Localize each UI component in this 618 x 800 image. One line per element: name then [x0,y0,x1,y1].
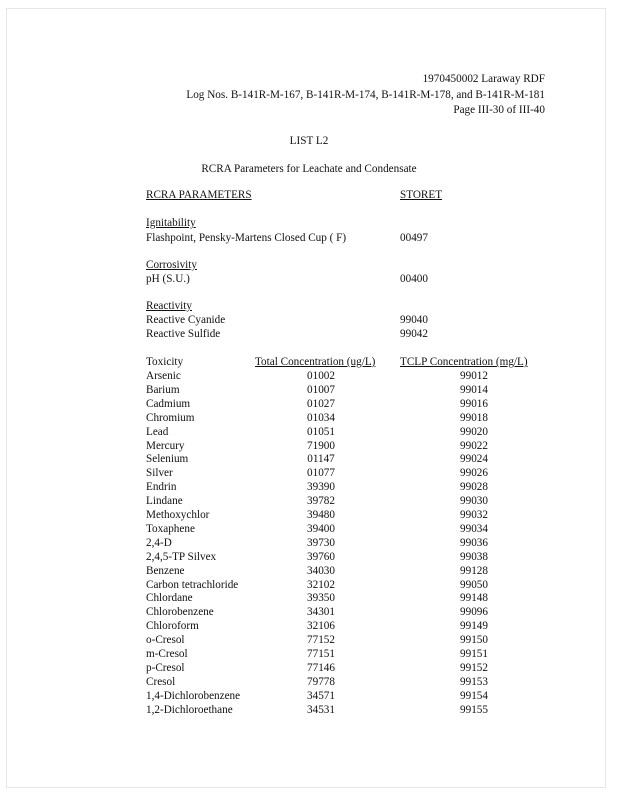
analyte-name: Chloroform [146,620,199,633]
column-header-total-concentration: Total Concentration (ug/L) [255,356,376,368]
table-row [0,385,618,399]
column-header-tclp-concentration: TCLP Concentration (mg/L) [400,356,528,368]
table-row [0,691,618,705]
column-header-storet: STORET [400,189,443,201]
param-name: Flashpoint, Pensky-Martens Closed Cup ( F) [146,232,347,244]
param-name: Reactive Sulfide [146,328,221,340]
analyte-name: Cadmium [146,397,191,410]
analyte-name: 2,4-D [146,536,172,549]
table-row [0,580,618,594]
total-concentration-storet: 01051 [307,425,335,438]
analyte-name: Chromium [146,411,195,424]
total-concentration-storet: 77146 [307,661,335,674]
analyte-name: 2,4,5-TP Silvex [146,550,217,563]
tclp-concentration-storet: 99012 [460,370,488,382]
analyte-name: Arsenic [146,370,181,382]
total-concentration-storet: 39400 [307,522,335,535]
table-row [0,607,618,621]
section-heading-corrosivity: Corrosivity [146,259,197,271]
tclp-concentration-storet: 99150 [460,634,488,647]
header-page-number: Page III-30 of III-40 [453,104,545,116]
tclp-concentration-storet: 99036 [460,536,488,549]
tclp-concentration-storet: 99050 [460,578,488,591]
total-concentration-storet: 32106 [307,620,335,633]
tclp-concentration-storet: 99018 [460,411,488,424]
table-row [0,496,618,510]
tclp-concentration-storet: 99154 [460,689,488,702]
total-concentration-storet: 77151 [307,648,335,660]
tclp-concentration-storet: 99152 [460,661,488,674]
section-heading-toxicity: Toxicity [146,356,184,368]
tclp-concentration-storet: 99024 [460,453,488,466]
total-concentration-storet: 01027 [307,397,335,410]
table-row [0,399,618,413]
analyte-name: m-Cresol [146,648,188,660]
table-row [0,663,618,677]
total-concentration-storet: 39730 [307,536,335,549]
total-concentration-storet: 77152 [307,634,335,647]
table-row [0,566,618,580]
table-row [0,552,618,566]
param-storet: 00497 [400,232,428,244]
tclp-concentration-storet: 99028 [460,481,488,494]
section-heading-ignitability: Ignitability [146,217,196,229]
tclp-concentration-storet: 99032 [460,509,488,521]
analyte-name: Cresol [146,675,176,688]
analyte-name: Chlorobenzene [146,606,214,619]
param-storet: 99040 [400,314,428,326]
header-log-numbers: Log Nos. B-141R-M-167, B-141R-M-174, B-141R-M-178, and B-141R-M-181 [186,89,545,101]
table-row [0,593,618,607]
analyte-name: Mercury [146,439,185,452]
param-name: pH (S.U.) [146,273,190,285]
tclp-concentration-storet: 99030 [460,495,488,508]
total-concentration-storet: 39782 [307,495,335,508]
analyte-name: p-Cresol [146,661,185,674]
table-row [0,413,618,427]
tclp-concentration-storet: 99148 [460,592,488,605]
analyte-name: 1,2-Dichloroethane [146,703,233,716]
total-concentration-storet: 01007 [307,383,335,396]
total-concentration-storet: 34030 [307,564,335,577]
total-concentration-storet: 79778 [307,675,335,688]
analyte-name: o-Cresol [146,634,185,647]
list-subtitle: RCRA Parameters for Leachate and Condensate [201,163,417,175]
table-row [0,621,618,635]
column-header-rcra-parameters: RCRA PARAMETERS [146,189,252,201]
tclp-concentration-storet: 99038 [460,550,488,563]
tclp-concentration-storet: 99020 [460,425,488,438]
analyte-name: 1,4-Dichlorobenzene [146,689,241,702]
header-facility-id: 1970450002 Laraway RDF [422,73,545,85]
analyte-name: Endrin [146,481,177,494]
table-row [0,510,618,524]
table-row [0,635,618,649]
table-row [0,705,618,719]
analyte-name: Barium [146,383,180,396]
section-heading-reactivity: Reactivity [146,300,192,312]
table-row [0,371,618,385]
table-row [0,538,618,552]
tclp-concentration-storet: 99022 [460,439,488,452]
analyte-name: Silver [146,467,173,480]
total-concentration-storet: 01077 [307,467,335,480]
tclp-concentration-storet: 99155 [460,703,488,716]
tclp-concentration-storet: 99128 [460,564,488,577]
total-concentration-storet: 01002 [307,370,335,382]
tclp-concentration-storet: 99149 [460,620,488,633]
total-concentration-storet: 01147 [307,453,335,466]
analyte-name: Benzene [146,564,185,577]
total-concentration-storet: 39480 [307,509,335,521]
analyte-name: Lead [146,425,169,438]
tclp-concentration-storet: 99034 [460,522,488,535]
total-concentration-storet: 34531 [307,703,335,716]
table-row [0,677,618,691]
table-row [0,441,618,455]
analyte-name: Selenium [146,453,189,466]
total-concentration-storet: 34571 [307,689,335,702]
tclp-concentration-storet: 99153 [460,675,488,688]
param-name: Reactive Cyanide [146,314,226,326]
total-concentration-storet: 01034 [307,411,335,424]
list-title: LIST L2 [289,135,329,147]
table-row [0,468,618,482]
total-concentration-storet: 39350 [307,592,335,605]
analyte-name: Toxaphene [146,522,195,535]
total-concentration-storet: 39390 [307,481,335,494]
tclp-concentration-storet: 99014 [460,383,488,396]
table-row [0,649,618,663]
tclp-concentration-storet: 99016 [460,397,488,410]
table-row [0,427,618,441]
param-storet: 99042 [400,328,428,340]
total-concentration-storet: 71900 [307,439,335,452]
analyte-name: Methoxychlor [146,509,210,521]
analyte-name: Chlordane [146,592,193,605]
table-row [0,454,618,468]
total-concentration-storet: 32102 [307,578,335,591]
table-row [0,524,618,538]
total-concentration-storet: 34301 [307,606,335,619]
tclp-concentration-storet: 99096 [460,606,488,619]
param-storet: 00400 [400,273,428,285]
table-row [0,482,618,496]
tclp-concentration-storet: 99151 [460,648,488,660]
total-concentration-storet: 39760 [307,550,335,563]
analyte-name: Lindane [146,495,183,508]
analyte-name: Carbon tetrachloride [146,578,239,591]
tclp-concentration-storet: 99026 [460,467,488,480]
